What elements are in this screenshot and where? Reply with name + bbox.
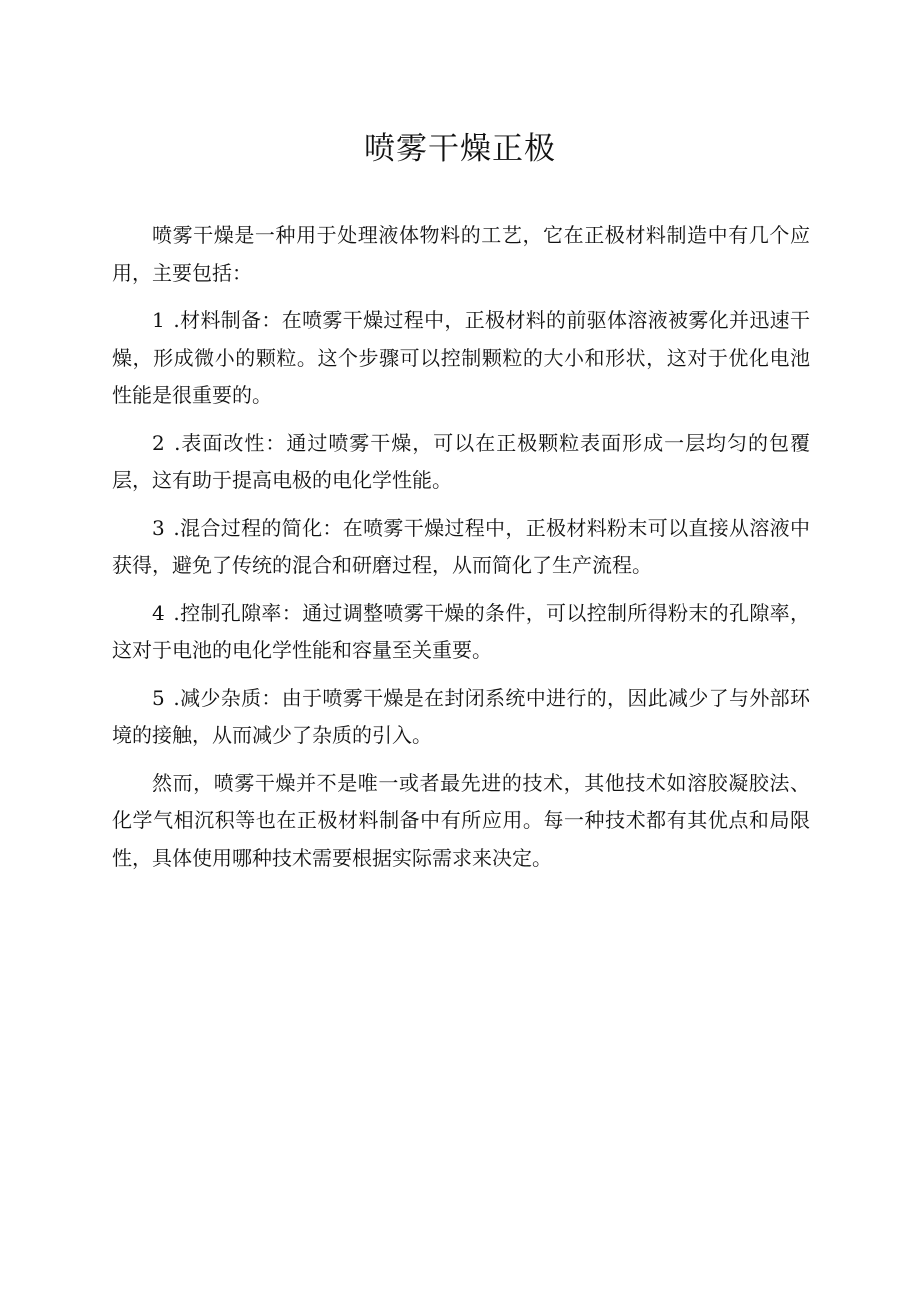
page-title: 喷雾干燥正极 (364, 131, 556, 167)
list-item-number: 2 (152, 430, 165, 455)
list-item (112, 425, 810, 500)
list-item-number: 5 (152, 685, 165, 710)
list-item-text: .减少杂质：由于喷雾干燥是在封闭系统中进行的，因此减少了与外部环境的接触，从而减少了杂质的引入。 (112, 685, 810, 747)
list-item-text: .材料制备：在喷雾干燥过程中，正极材料的前驱体溶液被雾化并迅速干燥，形成微小的颗粒。这个步骤可以控制颗粒的大小和形状，这对于优化电池性能是很重要的。 (112, 308, 810, 407)
list-item-text: .表面改性：通过喷雾干燥，可以在正极颗粒表面形成一层均匀的包覆层，这有助于提高电极的电化学性能。 (112, 430, 810, 492)
list-item (112, 510, 810, 585)
list-item-text: .混合过程的简化：在喷雾干燥过程中，正极材料粉末可以直接从溶液中获得，避免了传统的混合和研磨过程，从而简化了生产流程。 (112, 515, 810, 577)
conclusion-paragraph: 然而，喷雾干燥并不是唯一或者最先进的技术，其他技术如溶胶凝胶法、化学气相沉积等也在正极材料制备中有所应用。每一种技术都有其优点和局限性，具体使用哪种技术需要根据实际需求来决定。 (112, 770, 810, 870)
list-item (112, 595, 810, 670)
list-item-number: 3 (152, 515, 165, 540)
list-item-number: 1 (152, 308, 165, 332)
list-item (112, 302, 810, 415)
list-item (112, 680, 810, 755)
intro-paragraph: 喷雾干燥是一种用于处理液体物料的工艺，它在正极材料制造中有几个应用，主要包括： (112, 223, 810, 285)
document-body (112, 217, 810, 887)
list-item-text: .控制孔隙率：通过调整喷雾干燥的条件，可以控制所得粉末的孔隙率，这对于电池的电化学性能和容量至关重要。 (112, 600, 810, 662)
list-item-number: 4 (152, 600, 165, 625)
